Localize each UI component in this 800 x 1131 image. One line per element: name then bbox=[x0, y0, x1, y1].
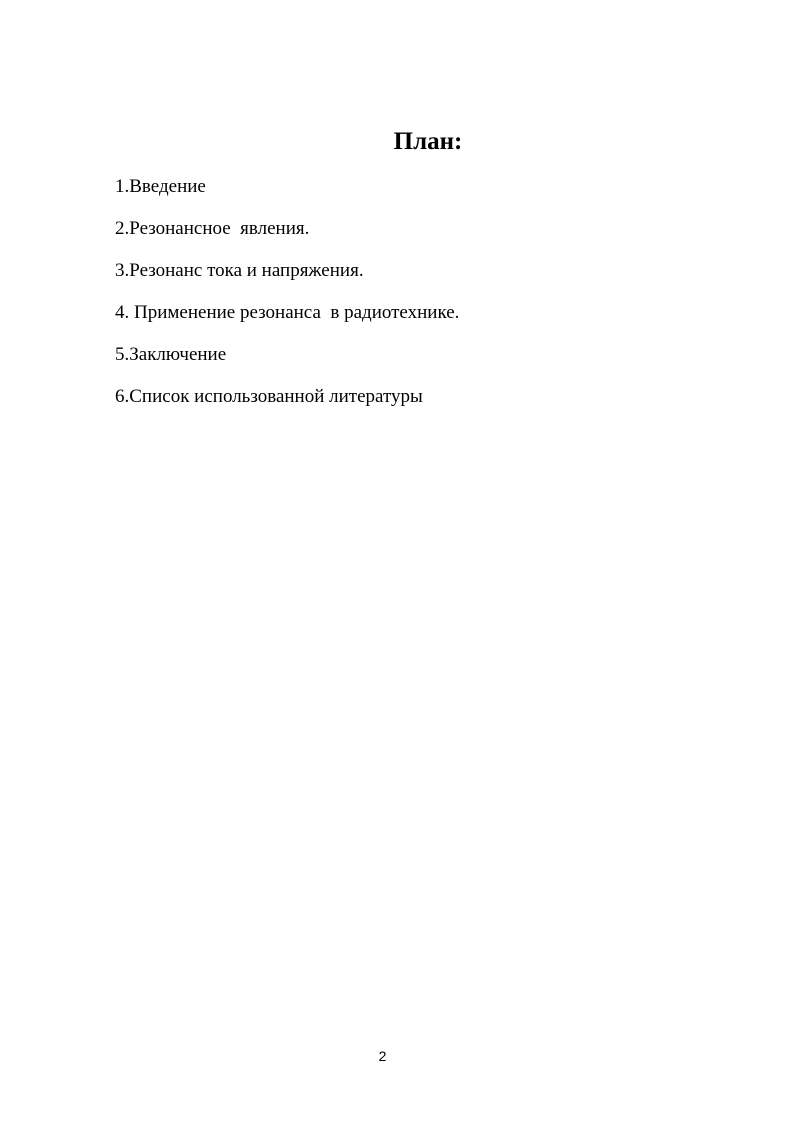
table-of-contents bbox=[115, 174, 459, 426]
toc-item-radio-application: 4. Применение резонанса в радиотехнике. bbox=[115, 302, 460, 323]
toc-item-current-voltage-resonance: 3.Резонанс тока и напряжения. bbox=[115, 260, 364, 281]
toc-item-introduction: 1.Введение bbox=[115, 176, 206, 197]
toc-item-references: 6.Список использованной литературы bbox=[115, 386, 423, 407]
page-title: План: bbox=[393, 128, 463, 155]
page-number: 2 bbox=[378, 1048, 387, 1064]
toc-item-conclusion: 5.Заключение bbox=[115, 344, 227, 365]
toc-item-resonance-phenomena: 2.Резонансное явления. bbox=[115, 218, 310, 239]
